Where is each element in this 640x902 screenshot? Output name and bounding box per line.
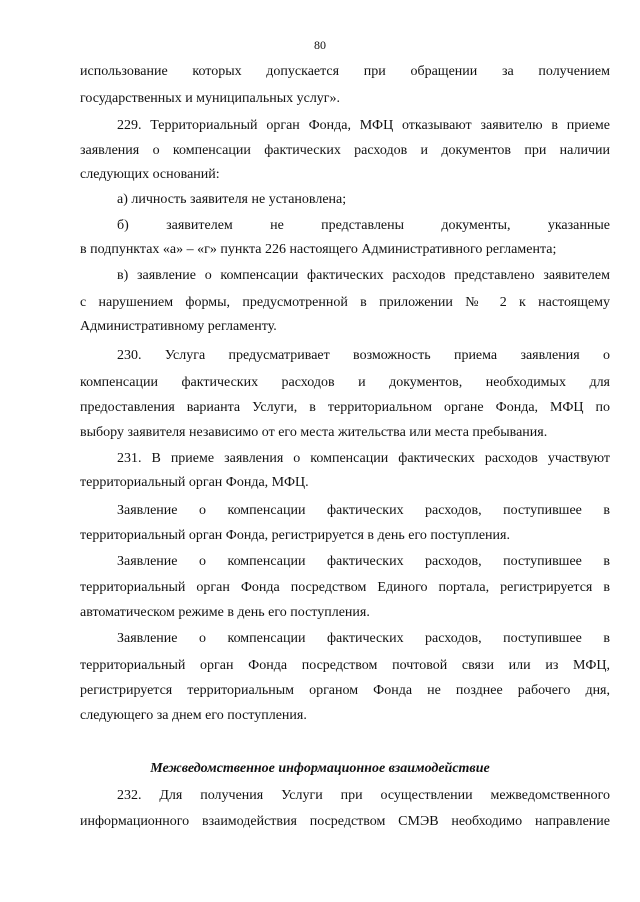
text-line: 230. Услуга предусматривает возможность приема заявления о — [117, 348, 610, 363]
text-line: заявления о компенсации фактических расходов и документов при наличии — [80, 143, 610, 158]
text-line: Административному регламенту. — [80, 319, 277, 334]
text-line: использование которых допускается при обращении за получением — [80, 64, 610, 79]
text-line: Заявление о компенсации фактических расходов, поступившее в — [117, 503, 610, 518]
text-line: информационного взаимодействия посредством СМЭВ необходимо направление — [80, 814, 610, 829]
page-number: 80 — [314, 38, 326, 52]
text-line: территориальный орган Фонда, регистрируется в день его поступления. — [80, 528, 510, 543]
text-line: регистрируется территориальным органом Фонда не позднее рабочего дня, — [80, 683, 610, 698]
text-line: следующего за днем его поступления. — [80, 708, 307, 723]
text-line: следующих оснований: — [80, 167, 220, 182]
text-line: компенсации фактических расходов и документов, необходимых для — [80, 375, 610, 390]
text-line: автоматическом режиме в день его поступления. — [80, 605, 370, 620]
text-line: государственных и муниципальных услуг». — [80, 91, 341, 106]
text-line: 229. Территориальный орган Фонда, МФЦ отказывают заявителю в приеме — [117, 118, 610, 133]
text-line: б) заявителем не представлены документы, указанные — [117, 218, 610, 233]
text-line: территориальный орган Фонда посредством почтовой связи или из МФЦ, — [80, 658, 610, 673]
text-line: 232. Для получения Услуги при осуществлении межведомственного — [117, 788, 610, 803]
text-line: территориальный орган Фонда посредством Единого портала, регистрируется в — [80, 580, 610, 595]
text-line: а) личность заявителя не установлена; — [117, 192, 347, 207]
text-line: Заявление о компенсации фактических расходов, поступившее в — [117, 631, 610, 646]
text-line: с нарушением формы, предусмотренной в приложении № 2 к настоящему — [80, 295, 610, 310]
text-line: выбору заявителя независимо от его места жительства или места пребывания. — [80, 425, 548, 440]
text-line: территориальный орган Фонда, МФЦ. — [80, 475, 309, 490]
text-line: предоставления варианта Услуги, в территориальном органе Фонда, МФЦ по — [80, 400, 610, 415]
section-heading: Межведомственное информационное взаимодействие — [150, 761, 490, 776]
text-line: Заявление о компенсации фактических расходов, поступившее в — [117, 554, 610, 569]
text-line: в подпунктах «а» – «г» пункта 226 настоящего Административного регламента; — [80, 242, 557, 257]
text-line: в) заявление о компенсации фактических расходов представлено заявителем — [117, 268, 610, 283]
text-line: 231. В приеме заявления о компенсации фактических расходов участвуют — [117, 451, 610, 466]
